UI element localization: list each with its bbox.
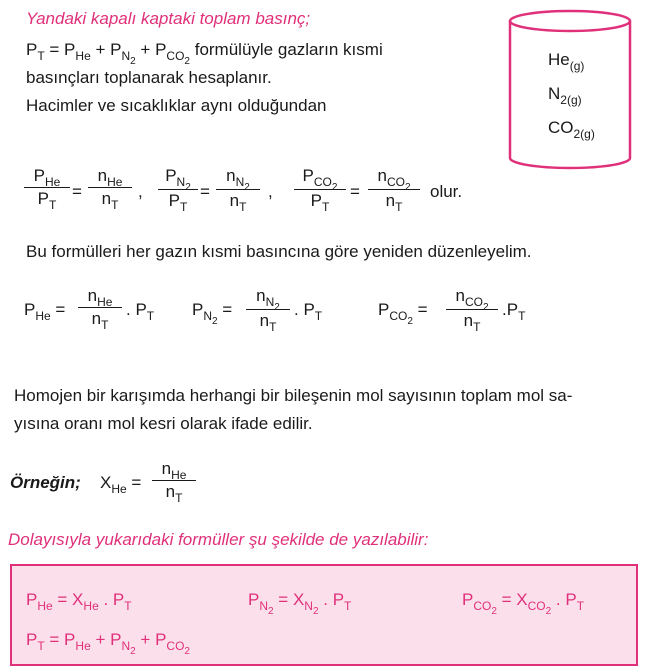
- mole-fraction-line-1: Homojen bir karışımda herhangi bir bileşenin mol sayısının toplam mol sa-: [14, 386, 573, 405]
- fraction-nhe-nt-2: $n_{He}$ $n_T$: [78, 286, 122, 329]
- formula-description: formülüyle gazların kısmi: [194, 40, 383, 59]
- fraction-nn2-nt: $n_{N_2}$ $n_T$: [216, 166, 260, 211]
- fraction-nhe-nt: $n_{He}$ $n_T$: [88, 166, 132, 209]
- pn2-label: $P_{N_2}$ =: [192, 300, 233, 327]
- fraction-nco2-nt: $n_{CO_2}$ $n_T$: [368, 166, 420, 211]
- equals-sign: =: [200, 182, 210, 201]
- xhe-label: $X_{He}$ =: [100, 473, 142, 496]
- example-label: Örneğin;: [10, 473, 81, 492]
- comma-separator: ,: [268, 182, 273, 201]
- fraction-pn2-pt: $P_{N_2}$ $P_T$: [158, 166, 198, 211]
- container-gas-he: $He_{(g)}$: [548, 50, 585, 73]
- container-bottom-rim: [510, 158, 630, 168]
- section-heading: Yandaki kapalı kaptaki toplam basınç;: [26, 9, 311, 28]
- pco2-result-formula: $P_{CO_2} = X_{CO_2}$ . $P_T$: [462, 590, 585, 617]
- mole-fraction-line-2: yısına oranı mol kesri olarak ifade edilir.: [14, 414, 313, 433]
- fraction-xhe: $n_{He}$ $n_T$: [152, 459, 196, 502]
- paragraph-line-2: basınçları toplanarak hesaplanır.: [26, 68, 272, 87]
- container-gas-co2: $CO_{2(g)}$: [548, 118, 595, 141]
- comma-separator: ,: [138, 182, 143, 201]
- times-pt: . $P_T$: [126, 300, 155, 323]
- result-formula-box: [10, 564, 638, 666]
- times-pt: . $P_T$: [294, 300, 323, 323]
- container-gas-n2: $N_{2(g)}$: [548, 84, 582, 107]
- fraction-nn2-nt-2: $n_{N_2}$ $n_T$: [246, 286, 290, 331]
- container-top-rim: [510, 11, 630, 31]
- pco2-label: $P_{CO_2}$ =: [378, 300, 428, 327]
- conclusion-text: Dolayısıyla yukarıdaki formüller şu şekilde de yazılabilir:: [8, 530, 429, 549]
- paragraph-line-3: Hacimler ve sıcaklıklar aynı olduğundan: [26, 96, 327, 115]
- fraction-phe-pt: $P_{He}$ $P_T$: [24, 166, 70, 209]
- fraction-pco2-pt: $P_{CO_2}$ $P_T$: [294, 166, 346, 211]
- total-pressure-formula-line: $P_T = P_{He} + P_{N_2} + P_{CO_2}$ formülüyle gazların kısmi: [26, 40, 383, 67]
- fraction-nco2-nt-2: $n_{CO_2}$ $n_T$: [446, 286, 498, 331]
- phe-label: $P_{He}$ =: [24, 300, 66, 323]
- rearrange-text: Bu formülleri her gazın kısmi basıncına göre yeniden düzenleyelim.: [26, 242, 532, 261]
- total-pressure-result-formula: $P_T = P_{He} + P_{N_2} + P_{CO_2}$: [26, 630, 190, 657]
- pn2-result-formula: $P_{N_2} = X_{N_2}$ . $P_T$: [248, 590, 352, 617]
- equals-sign: =: [72, 182, 82, 201]
- times-pt: $.P_T$: [502, 300, 526, 323]
- phe-result-formula: $P_{He} = X_{He}$ . $P_T$: [26, 590, 132, 613]
- equals-sign: =: [350, 182, 360, 201]
- ratio-suffix: olur.: [430, 182, 463, 201]
